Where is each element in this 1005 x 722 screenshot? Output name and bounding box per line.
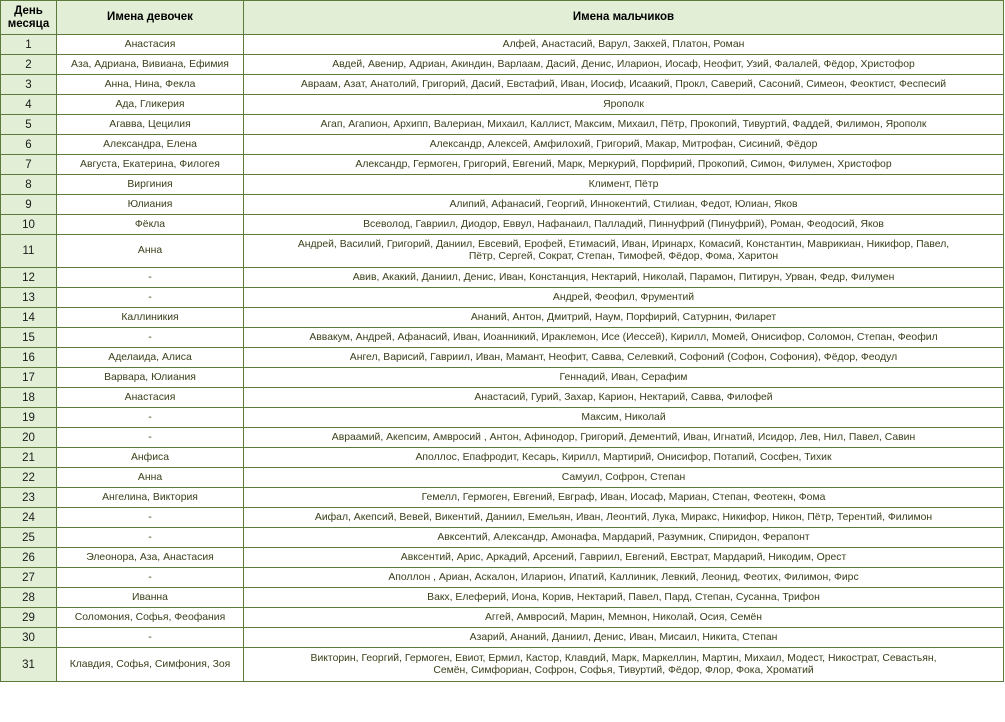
table-row: [1, 215, 1004, 235]
day-cell: 27: [1, 568, 57, 588]
day-cell: 13: [1, 288, 57, 308]
boys-names-cell: Самуил, Софрон, Степан: [244, 468, 1004, 488]
boys-names-line: Семён, Симфориан, Софрон, Софья, Тивуртий, Фёдор, Флор, Фока, Хроматий: [433, 664, 814, 676]
table-row: [1, 288, 1004, 308]
girls-names-cell: Аделаида, Алиса: [57, 348, 244, 368]
girls-names-cell: -: [57, 508, 244, 528]
day-cell: 19: [1, 408, 57, 428]
table-row: [1, 448, 1004, 468]
boys-names-cell: Александр, Алексей, Амфилохий, Григорий, Макар, Митрофан, Сисиний, Фёдор: [244, 135, 1004, 155]
day-cell: 12: [1, 268, 57, 288]
girls-names-cell: Анастасия: [57, 388, 244, 408]
table-row: [1, 55, 1004, 75]
table-row: [1, 328, 1004, 348]
table-row: [1, 568, 1004, 588]
day-cell: 9: [1, 195, 57, 215]
boys-names-cell: Авив, Акакий, Даниил, Денис, Иван, Констанция, Нектарий, Николай, Парамон, Питирун, Урван, Федр, Филумен: [244, 268, 1004, 288]
girls-names-cell: Аза, Адриана, Вивиана, Ефимия: [57, 55, 244, 75]
table-row: [1, 95, 1004, 115]
table-row: [1, 428, 1004, 448]
boys-names-cell: Авксентий, Арис, Аркадий, Арсений, Гавриил, Евгений, Евстрат, Мардарий, Никодим, Орест: [244, 548, 1004, 568]
girls-names-cell: -: [57, 628, 244, 648]
boys-names-cell: Алипий, Афанасий, Георгий, Иннокентий, Стилиан, Федот, Юлиан, Яков: [244, 195, 1004, 215]
girls-names-cell: -: [57, 428, 244, 448]
girls-names-cell: Клавдия, Софья, Симфония, Зоя: [57, 648, 244, 682]
column-header-day: День месяца: [1, 1, 57, 35]
day-cell: 26: [1, 548, 57, 568]
girls-names-cell: Элеонора, Аза, Анастасия: [57, 548, 244, 568]
table-row: [1, 268, 1004, 288]
boys-names-cell: Аггей, Амвросий, Марин, Мемнон, Николай, Осия, Семён: [244, 608, 1004, 628]
girls-names-cell: Анна, Нина, Фекла: [57, 75, 244, 95]
girls-names-cell: Фёкла: [57, 215, 244, 235]
girls-names-cell: Анастасия: [57, 35, 244, 55]
table-row: [1, 75, 1004, 95]
table-row: [1, 368, 1004, 388]
boys-names-cell: Вакх, Елеферий, Иона, Корив, Нектарий, Павел, Пард, Степан, Сусанна, Трифон: [244, 588, 1004, 608]
day-cell: 30: [1, 628, 57, 648]
day-cell: 18: [1, 388, 57, 408]
boys-names-line: Пётр, Сергей, Сократ, Степан, Тимофей, Фёдор, Фома, Харитон: [468, 251, 779, 262]
boys-names-line: Андрей, Василий, Григорий, Даниил, Евсевий, Ерофей, Етимасий, Иван, Иринарх, Комасий, Константин, Маврикиан, Никифор, Павел,: [297, 239, 950, 250]
table-row: [1, 408, 1004, 428]
table-row: [1, 195, 1004, 215]
table-row: [1, 648, 1004, 682]
column-header-girls: Имена девочек: [57, 1, 244, 35]
girls-names-cell: Александра, Елена: [57, 135, 244, 155]
table-row: [1, 308, 1004, 328]
day-cell: 20: [1, 428, 57, 448]
day-cell: 6: [1, 135, 57, 155]
boys-names-cell: Максим, Николай: [244, 408, 1004, 428]
table-row: [1, 528, 1004, 548]
day-cell: 10: [1, 215, 57, 235]
day-cell: 29: [1, 608, 57, 628]
day-cell: 14: [1, 308, 57, 328]
boys-names-cell: Агап, Агапион, Архипп, Валериан, Михаил, Каллист, Максим, Михаил, Пётр, Прокопий, Тивуртий, Фаддей, Филимон, Ярополк: [244, 115, 1004, 135]
table-row: [1, 35, 1004, 55]
table-row: [1, 588, 1004, 608]
boys-names-cell: Ананий, Антон, Дмитрий, Наум, Порфирий, Сатурнин, Филарет: [244, 308, 1004, 328]
boys-names-cell: [244, 648, 1004, 682]
girls-names-cell: Ангелина, Виктория: [57, 488, 244, 508]
table-header-row: [1, 1, 1004, 35]
day-cell: 22: [1, 468, 57, 488]
table-row: [1, 348, 1004, 368]
girls-names-cell: Каллиникия: [57, 308, 244, 328]
day-cell: 21: [1, 448, 57, 468]
girls-names-cell: Соломония, Софья, Феофания: [57, 608, 244, 628]
day-cell: 11: [1, 235, 57, 268]
girls-names-cell: -: [57, 328, 244, 348]
table-row: [1, 548, 1004, 568]
boys-names-cell: Всеволод, Гавриил, Диодор, Еввул, Нафанаил, Палладий, Пиннуфрий (Пинуфрий), Роман, Феодосий, Яков: [244, 215, 1004, 235]
boys-names-cell: Аполлос, Епафродит, Кесарь, Кирилл, Мартирий, Онисифор, Потапий, Сосфен, Тихик: [244, 448, 1004, 468]
table-row: [1, 468, 1004, 488]
boys-names-cell: Алфей, Анастасий, Варул, Закхей, Платон, Роман: [244, 35, 1004, 55]
boys-names-cell: Геннадий, Иван, Серафим: [244, 368, 1004, 388]
girls-names-cell: Анна: [57, 468, 244, 488]
day-cell: 28: [1, 588, 57, 608]
table-row: [1, 115, 1004, 135]
girls-names-cell: -: [57, 568, 244, 588]
girls-names-cell: Иванна: [57, 588, 244, 608]
boys-names-cell: Гемелл, Гермоген, Евгений, Евграф, Иван, Иосаф, Мариан, Степан, Феотекн, Фома: [244, 488, 1004, 508]
day-cell: 16: [1, 348, 57, 368]
girls-names-cell: Анфиса: [57, 448, 244, 468]
day-cell: 2: [1, 55, 57, 75]
day-cell: 1: [1, 35, 57, 55]
boys-names-line: Викторин, Георгий, Гермоген, Евиот, Ермил, Кастор, Клавдий, Марк, Маркеллин, Мартин, Михаил, Модест, Никострат, Севастьян,: [310, 652, 937, 664]
boys-names-cell: Ангел, Варисий, Гавриил, Иван, Мамант, Неофит, Савва, Селевкий, Софоний (Софон, Софония), Фёдор, Феодул: [244, 348, 1004, 368]
day-cell: 25: [1, 528, 57, 548]
boys-names-cell: Андрей, Феофил, Фрументий: [244, 288, 1004, 308]
girls-names-cell: Виргиния: [57, 175, 244, 195]
boys-names-cell: Азарий, Ананий, Даниил, Денис, Иван, Мисаил, Никита, Степан: [244, 628, 1004, 648]
table-row: [1, 155, 1004, 175]
girls-names-cell: -: [57, 408, 244, 428]
table-row: [1, 628, 1004, 648]
girls-names-cell: -: [57, 268, 244, 288]
girls-names-cell: Юлиания: [57, 195, 244, 215]
day-cell: 24: [1, 508, 57, 528]
table-row: [1, 508, 1004, 528]
table-row: [1, 608, 1004, 628]
boys-names-cell: Авраамий, Акепсим, Амвросий , Антон, Афинодор, Григорий, Дементий, Иван, Игнатий, Исидор, Лев, Нил, Павел, Савин: [244, 428, 1004, 448]
girls-names-cell: Августа, Екатерина, Филогея: [57, 155, 244, 175]
column-header-boys: Имена мальчиков: [244, 1, 1004, 35]
boys-names-cell: Анастасий, Гурий, Захар, Карион, Нектарий, Савва, Филофей: [244, 388, 1004, 408]
girls-names-cell: -: [57, 288, 244, 308]
day-cell: 3: [1, 75, 57, 95]
girls-names-cell: Варвара, Юлиания: [57, 368, 244, 388]
day-cell: 7: [1, 155, 57, 175]
girls-names-cell: Ада, Гликерия: [57, 95, 244, 115]
girls-names-cell: Агавва, Цецилия: [57, 115, 244, 135]
boys-names-cell: Аввакум, Андрей, Афанасий, Иван, Иоанникий, Ираклемон, Исе (Иессей), Кирилл, Момей, Онисифор, Соломон, Степан, Феофил: [244, 328, 1004, 348]
girls-names-cell: -: [57, 528, 244, 548]
boys-names-cell: Александр, Гермоген, Григорий, Евгений, Марк, Меркурий, Порфирий, Прокопий, Симон, Филумен, Христофор: [244, 155, 1004, 175]
day-cell: 4: [1, 95, 57, 115]
boys-names-cell: Авдей, Авенир, Адриан, Акиндин, Варлаам, Дасий, Денис, Иларион, Иосаф, Неофит, Узий, Фалалей, Фёдор, Христофор: [244, 55, 1004, 75]
boys-names-cell: Аифал, Акепсий, Вевей, Викентий, Даниил, Емельян, Иван, Леонтий, Лука, Миракс, Никифор, Никон, Пётр, Терентий, Филимон: [244, 508, 1004, 528]
table-row: [1, 235, 1004, 268]
boys-names-cell: Авраам, Азат, Анатолий, Григорий, Дасий, Евстафий, Иван, Иосиф, Исаакий, Прокл, Саверий, Сасоний, Симеон, Феоктист, Феспесий: [244, 75, 1004, 95]
day-cell: 23: [1, 488, 57, 508]
day-cell: 5: [1, 115, 57, 135]
boys-names-cell: Ярополк: [244, 95, 1004, 115]
day-cell: 8: [1, 175, 57, 195]
day-cell: 31: [1, 648, 57, 682]
table-row: [1, 175, 1004, 195]
boys-names-cell: Климент, Пётр: [244, 175, 1004, 195]
day-cell: 17: [1, 368, 57, 388]
girls-names-cell: Анна: [57, 235, 244, 268]
boys-names-cell: Аполлон , Ариан, Аскалон, Иларион, Ипатий, Каллиник, Левкий, Леонид, Феотих, Филимон, Фирс: [244, 568, 1004, 588]
boys-names-cell: [244, 235, 1004, 268]
table-row: [1, 488, 1004, 508]
day-cell: 15: [1, 328, 57, 348]
table-row: [1, 135, 1004, 155]
boys-names-cell: Авксентий, Александр, Амонафа, Мардарий, Разумник, Спиридон, Ферапонт: [244, 528, 1004, 548]
table-row: [1, 388, 1004, 408]
